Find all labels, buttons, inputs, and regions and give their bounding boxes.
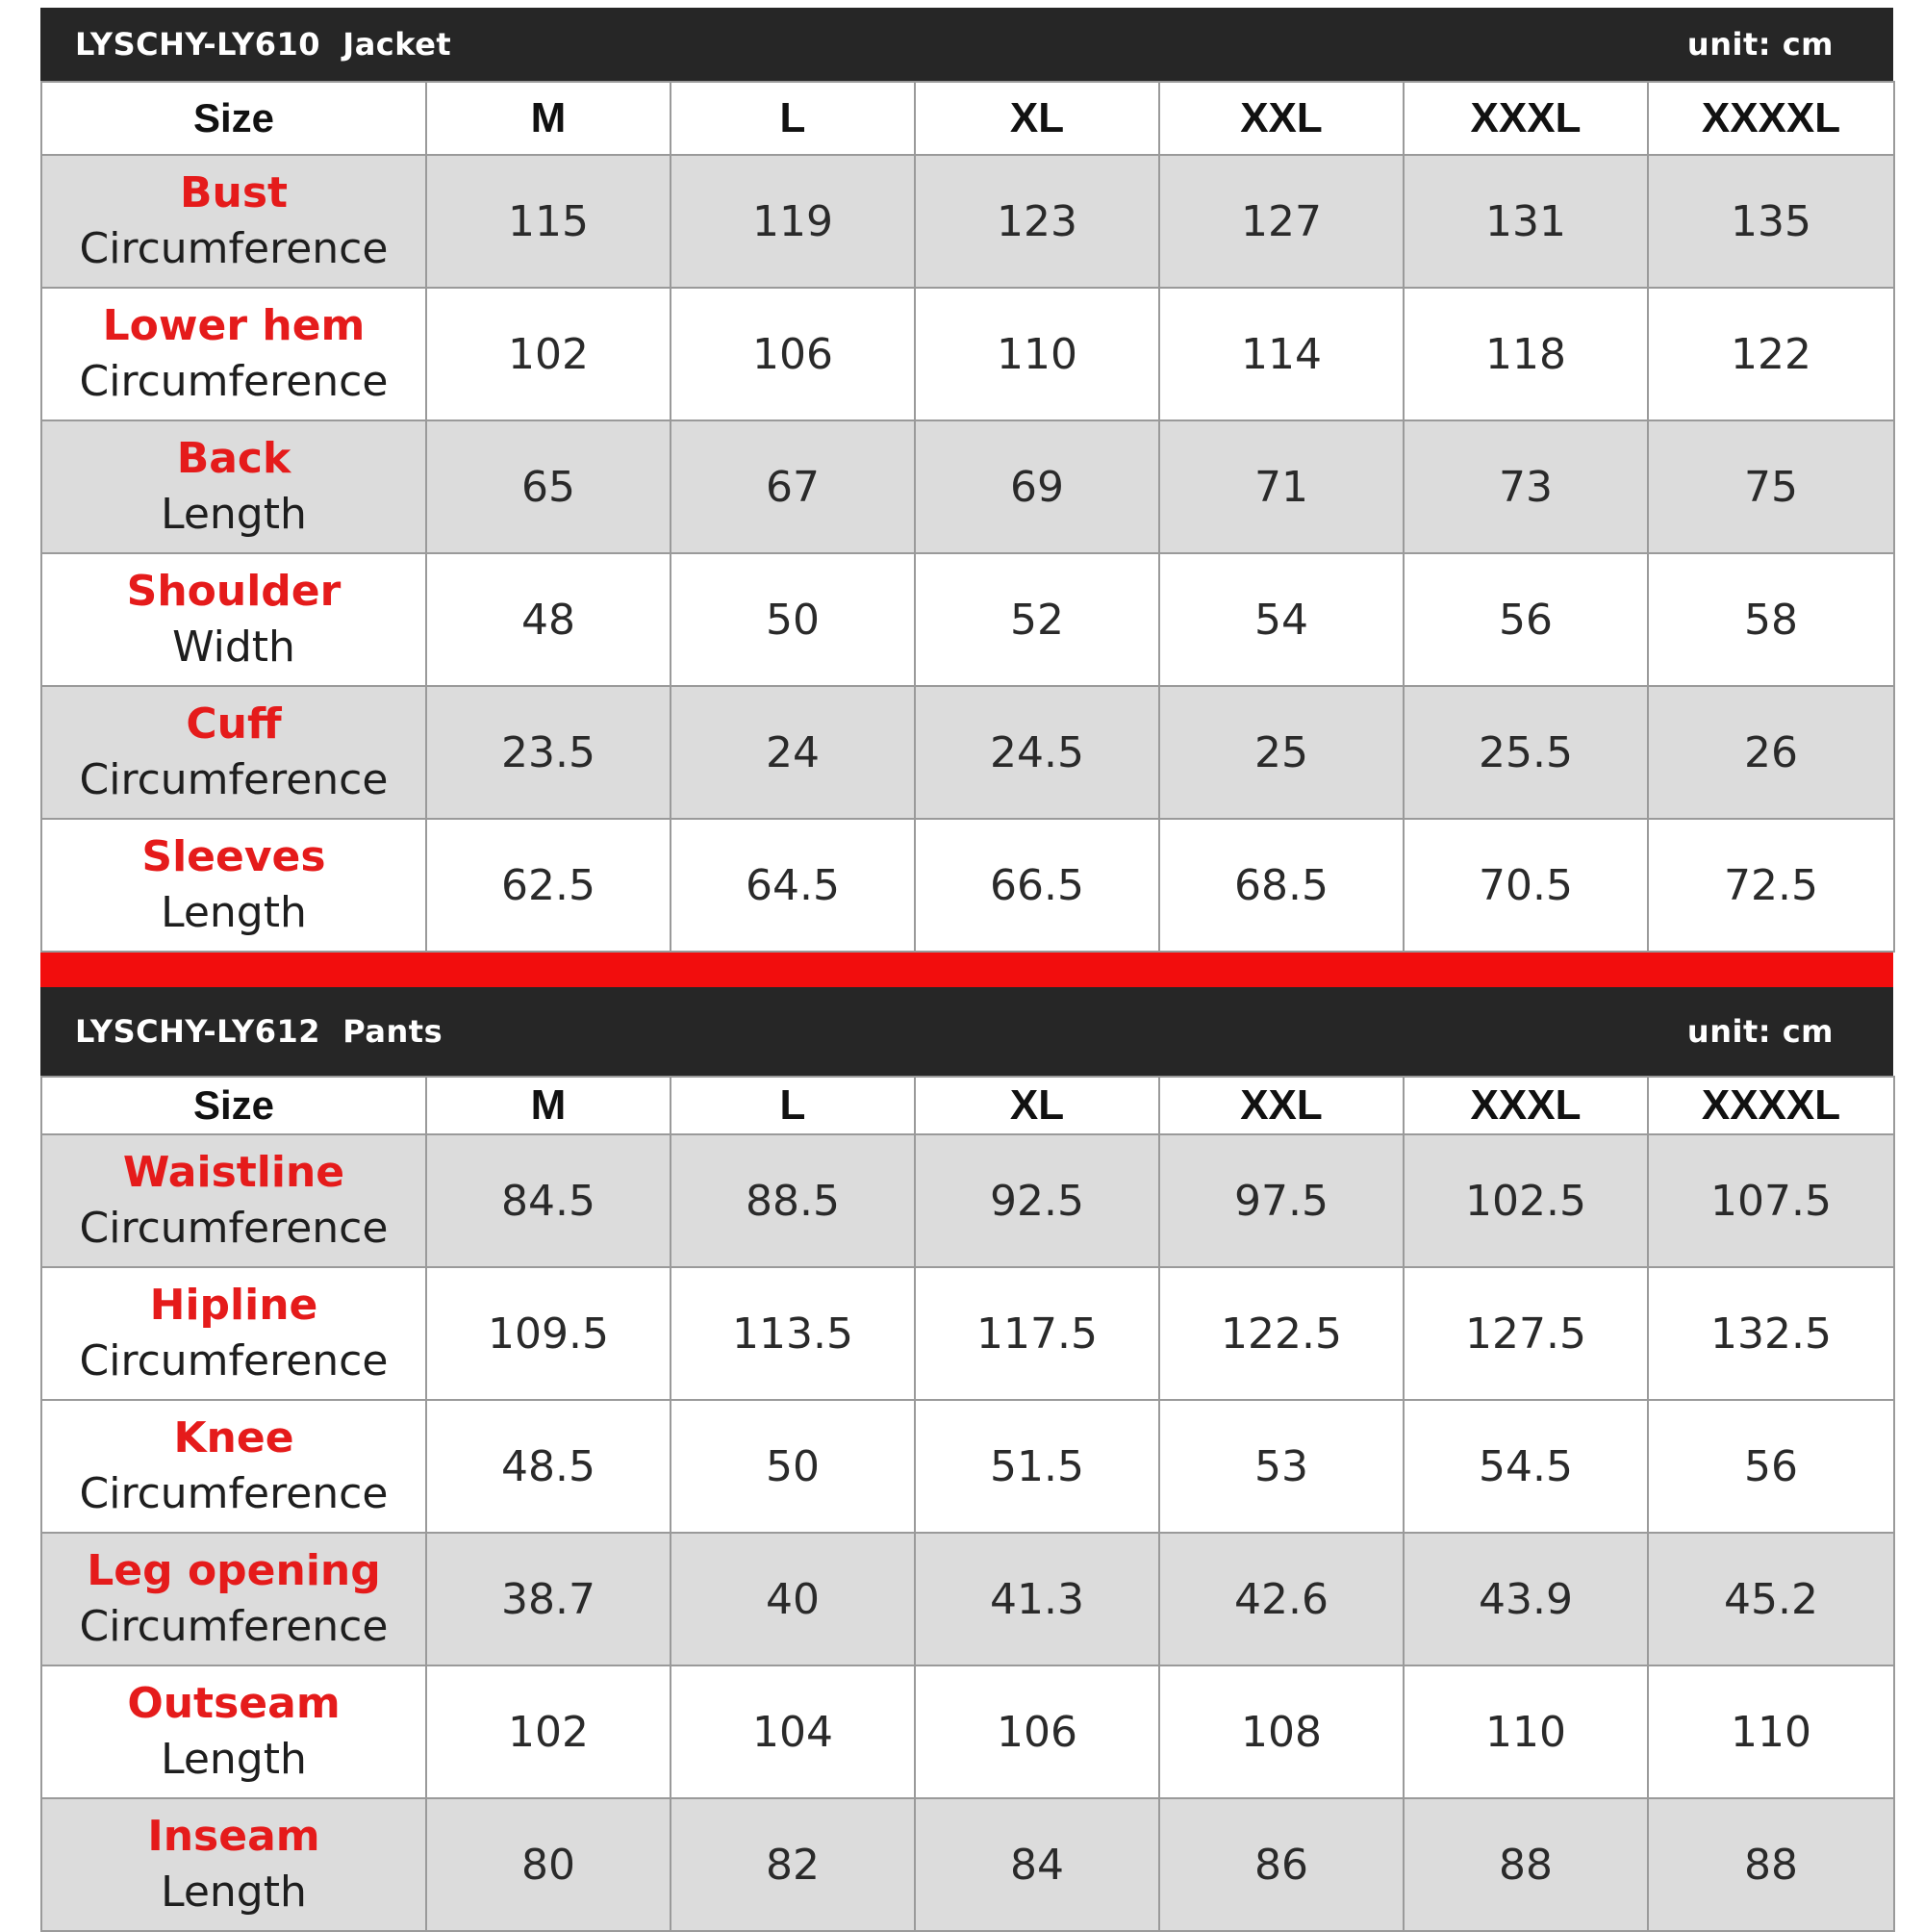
row-label-sub: Circumference	[79, 755, 389, 804]
table-cell: 23.5	[426, 686, 671, 819]
row-label-sub: Circumference	[79, 224, 389, 273]
table-cell: 26	[1648, 686, 1894, 819]
table-cell: 110	[1404, 1665, 1648, 1798]
jacket-size-xxxl: XXXL	[1404, 82, 1648, 155]
row-label-main: Waistline	[122, 1148, 345, 1197]
table-cell: 82	[671, 1798, 915, 1931]
table-cell: 70.5	[1404, 819, 1648, 952]
table-cell: 24.5	[915, 686, 1159, 819]
table-cell: 51.5	[915, 1400, 1159, 1533]
pants-size-xl: XL	[915, 1077, 1159, 1134]
table-cell: 132.5	[1648, 1267, 1894, 1400]
table-cell: 84	[915, 1798, 1159, 1931]
table-cell: 69	[915, 420, 1159, 553]
table-cell: 106	[915, 1665, 1159, 1798]
table-row	[41, 1798, 1894, 1931]
pants-title: LYSCHY-LY612 Pants	[75, 1013, 443, 1050]
table-cell: 56	[1404, 553, 1648, 686]
table-cell: 72.5	[1648, 819, 1894, 952]
row-label-back	[41, 420, 426, 553]
table-cell: 118	[1404, 288, 1648, 420]
pants-size-xxl: XXL	[1159, 1077, 1404, 1134]
table-cell: 102	[426, 288, 671, 420]
row-label-cuff	[41, 686, 426, 819]
table-cell: 114	[1159, 288, 1404, 420]
table-cell: 122.5	[1159, 1267, 1404, 1400]
table-cell: 102.5	[1404, 1134, 1648, 1267]
jacket-size-table	[40, 81, 1895, 953]
table-cell: 110	[1648, 1665, 1894, 1798]
table-cell: 50	[671, 553, 915, 686]
table-cell: 122	[1648, 288, 1894, 420]
pants-unit-label: unit: cm	[1686, 1013, 1834, 1050]
table-cell: 65	[426, 420, 671, 553]
size-chart	[40, 8, 1893, 1924]
table-cell: 67	[671, 420, 915, 553]
table-cell: 110	[915, 288, 1159, 420]
table-cell: 50	[671, 1400, 915, 1533]
row-label-main: Inseam	[147, 1812, 320, 1861]
table-cell: 25.5	[1404, 686, 1648, 819]
table-cell: 64.5	[671, 819, 915, 952]
pants-size-m: M	[426, 1077, 671, 1134]
table-row	[41, 819, 1894, 952]
row-label-sub: Circumference	[79, 1602, 389, 1651]
table-cell: 40	[671, 1533, 915, 1665]
row-label-sleeves	[41, 819, 426, 952]
table-cell: 88	[1404, 1798, 1648, 1931]
table-cell: 43.9	[1404, 1533, 1648, 1665]
table-cell: 115	[426, 155, 671, 288]
table-cell: 56	[1648, 1400, 1894, 1533]
row-label-sub: Length	[161, 1735, 307, 1784]
table-row	[41, 1400, 1894, 1533]
jacket-size-m: M	[426, 82, 671, 155]
table-cell: 135	[1648, 155, 1894, 288]
jacket-unit-label: unit: cm	[1686, 26, 1834, 63]
table-cell: 92.5	[915, 1134, 1159, 1267]
table-cell: 113.5	[671, 1267, 915, 1400]
pants-size-xxxxl: XXXXL	[1648, 1077, 1894, 1134]
table-row	[41, 1267, 1894, 1400]
table-cell: 102	[426, 1665, 671, 1798]
table-cell: 58	[1648, 553, 1894, 686]
table-cell: 24	[671, 686, 915, 819]
table-cell: 62.5	[426, 819, 671, 952]
table-cell: 123	[915, 155, 1159, 288]
jacket-title: LYSCHY-LY610 Jacket	[75, 26, 452, 63]
table-cell: 106	[671, 288, 915, 420]
row-label-hipline	[41, 1267, 426, 1400]
table-cell: 53	[1159, 1400, 1404, 1533]
row-label-main: Lower hem	[102, 301, 366, 350]
pants-header-row	[41, 1077, 1894, 1134]
row-label-main: Leg opening	[87, 1546, 381, 1595]
row-label-sub: Width	[172, 623, 295, 672]
table-row	[41, 1665, 1894, 1798]
table-cell: 45.2	[1648, 1533, 1894, 1665]
table-row	[41, 155, 1894, 288]
jacket-size-xl: XL	[915, 82, 1159, 155]
table-cell: 48	[426, 553, 671, 686]
table-cell: 86	[1159, 1798, 1404, 1931]
table-cell: 84.5	[426, 1134, 671, 1267]
table-cell: 131	[1404, 155, 1648, 288]
row-label-main: Hipline	[149, 1281, 318, 1330]
table-cell: 68.5	[1159, 819, 1404, 952]
table-cell: 54.5	[1404, 1400, 1648, 1533]
table-row	[41, 288, 1894, 420]
row-label-main: Bust	[179, 168, 289, 217]
pants-size-table	[40, 1076, 1895, 1932]
row-label-shoulder	[41, 553, 426, 686]
row-label-sub: Length	[161, 1868, 307, 1917]
table-cell: 88.5	[671, 1134, 915, 1267]
table-row	[41, 420, 1894, 553]
table-cell: 66.5	[915, 819, 1159, 952]
row-label-lower-hem	[41, 288, 426, 420]
table-row	[41, 686, 1894, 819]
table-row	[41, 1533, 1894, 1665]
jacket-title-bar	[40, 8, 1893, 81]
table-cell: 38.7	[426, 1533, 671, 1665]
row-label-main: Shoulder	[126, 567, 342, 616]
table-cell: 25	[1159, 686, 1404, 819]
row-label-leg-opening	[41, 1533, 426, 1665]
section-divider	[40, 953, 1893, 987]
row-label-main: Outseam	[127, 1679, 341, 1728]
table-cell: 41.3	[915, 1533, 1159, 1665]
table-cell: 117.5	[915, 1267, 1159, 1400]
row-label-waistline	[41, 1134, 426, 1267]
jacket-header-row	[41, 82, 1894, 155]
row-label-bust	[41, 155, 426, 288]
row-label-inseam	[41, 1798, 426, 1931]
row-label-main: Sleeves	[141, 832, 326, 881]
table-cell: 73	[1404, 420, 1648, 553]
row-label-sub: Circumference	[79, 1469, 389, 1518]
table-cell: 52	[915, 553, 1159, 686]
table-row	[41, 1134, 1894, 1267]
table-cell: 42.6	[1159, 1533, 1404, 1665]
table-cell: 108	[1159, 1665, 1404, 1798]
jacket-size-xxxxl: XXXXL	[1648, 82, 1894, 155]
row-label-main: Cuff	[186, 699, 282, 749]
pants-size-l: L	[671, 1077, 915, 1134]
pants-title-bar	[40, 987, 1893, 1076]
pants-size-xxxl: XXXL	[1404, 1077, 1648, 1134]
table-cell: 75	[1648, 420, 1894, 553]
row-label-sub: Circumference	[79, 1204, 389, 1253]
jacket-size-header: Size	[41, 82, 426, 155]
table-cell: 104	[671, 1665, 915, 1798]
table-cell: 48.5	[426, 1400, 671, 1533]
table-cell: 71	[1159, 420, 1404, 553]
table-cell: 127.5	[1404, 1267, 1648, 1400]
table-cell: 54	[1159, 553, 1404, 686]
row-label-sub: Length	[161, 490, 307, 539]
table-cell: 97.5	[1159, 1134, 1404, 1267]
row-label-outseam	[41, 1665, 426, 1798]
jacket-size-xxl: XXL	[1159, 82, 1404, 155]
row-label-main: Knee	[173, 1413, 294, 1462]
row-label-main: Back	[176, 434, 291, 483]
pants-size-header: Size	[41, 1077, 426, 1134]
table-cell: 80	[426, 1798, 671, 1931]
row-label-sub: Circumference	[79, 357, 389, 406]
jacket-size-l: L	[671, 82, 915, 155]
table-cell: 109.5	[426, 1267, 671, 1400]
table-row	[41, 553, 1894, 686]
row-label-sub: Circumference	[79, 1336, 389, 1385]
table-cell: 127	[1159, 155, 1404, 288]
table-cell: 119	[671, 155, 915, 288]
row-label-sub: Length	[161, 888, 307, 937]
table-cell: 88	[1648, 1798, 1894, 1931]
row-label-knee	[41, 1400, 426, 1533]
table-cell: 107.5	[1648, 1134, 1894, 1267]
